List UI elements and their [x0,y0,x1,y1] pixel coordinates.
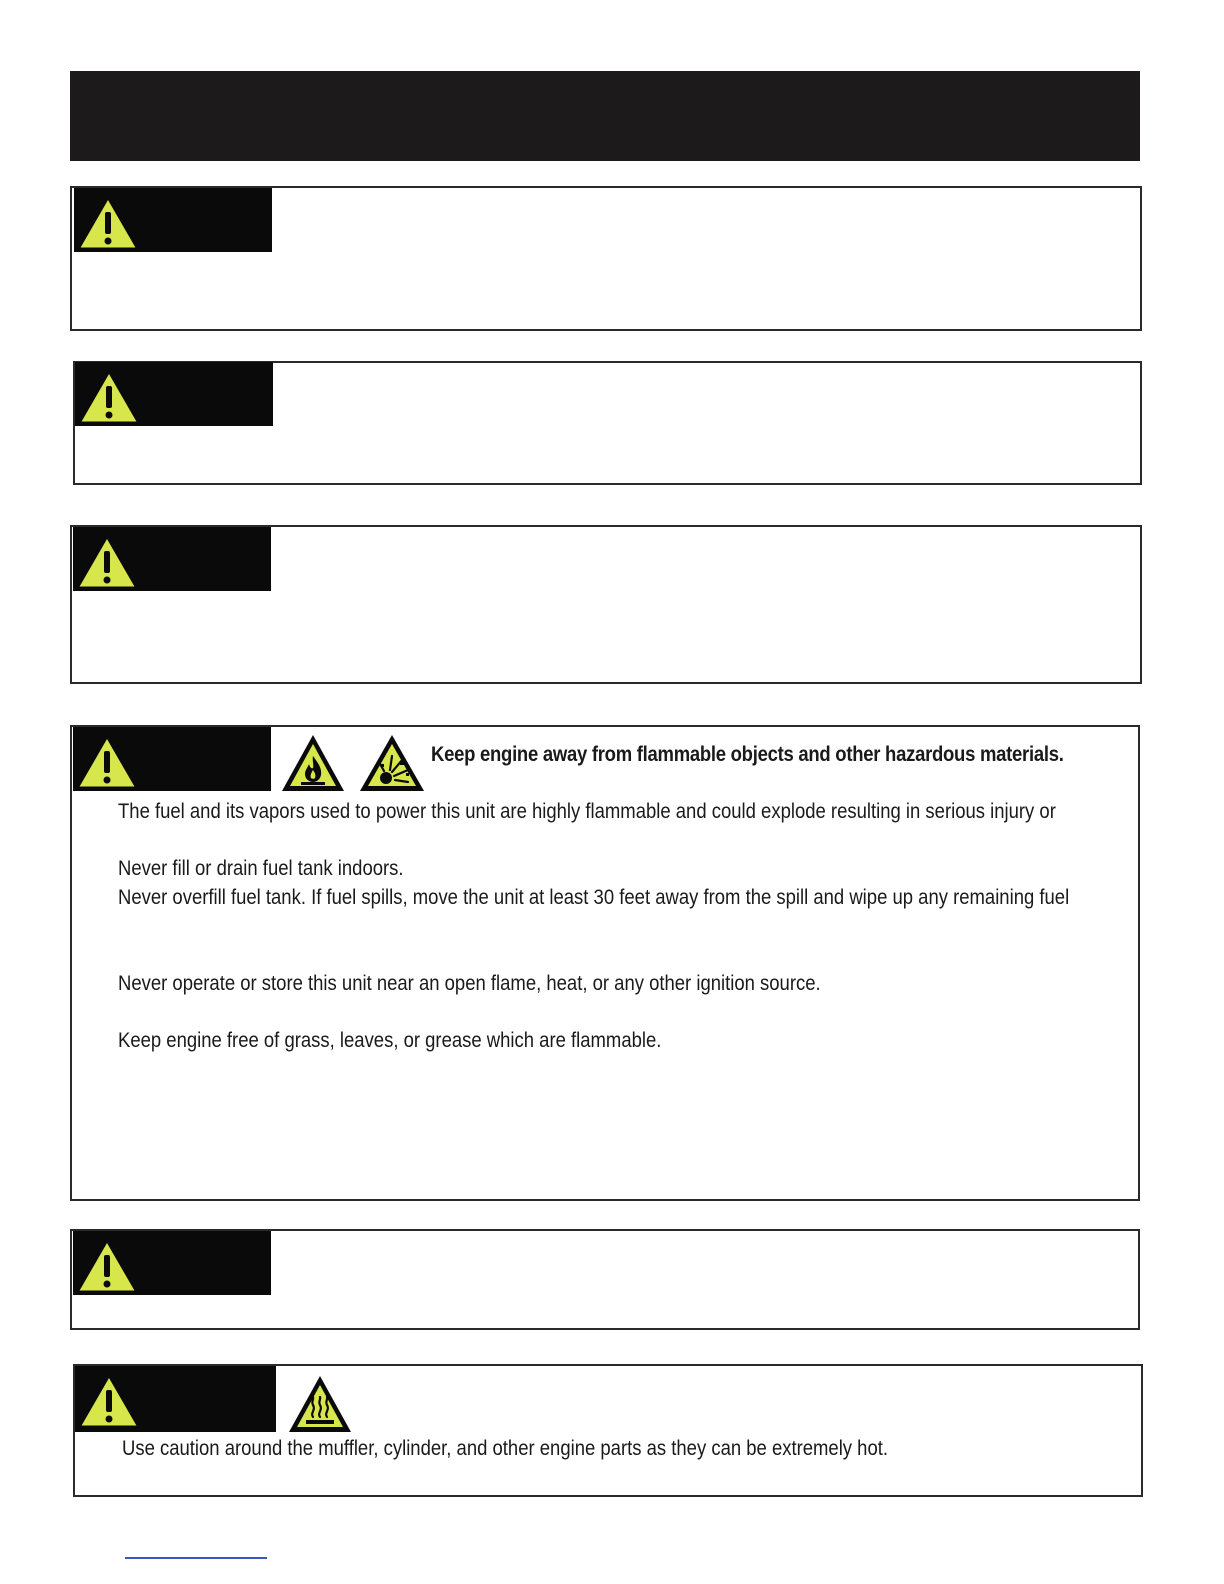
hot-surface-hazard-icon [286,1373,354,1435]
warning-tag [73,527,271,591]
footer-link-underline [125,1557,267,1559]
flammable-hazard-icon [279,732,347,794]
warning-tag [75,362,273,426]
warning-triangle-icon [76,1372,142,1430]
warning-triangle-icon [74,733,140,791]
hot-surface-warning-box [73,1364,1143,1497]
warning-box-3 [70,525,1142,684]
fire-warning-line: Never fill or drain fuel tank indoors. [118,857,404,880]
warning-triangle-icon [75,194,141,252]
warning-box-5 [70,1229,1140,1330]
warning-tag [73,1231,271,1295]
fire-warning-line: Keep engine free of grass, leaves, or grease which are flammable. [118,1029,662,1052]
fire-warning-line: The fuel and its vapors used to power this unit are highly flammable and could explode resulting in serious injury or [118,800,1056,823]
warning-tag [73,727,271,791]
warning-tag [74,188,272,252]
warning-box-2 [73,361,1142,485]
warning-triangle-icon [74,1237,140,1295]
warning-triangle-icon [76,368,142,426]
explosive-hazard-icon [357,732,427,794]
section-header-bar [70,71,1140,161]
fire-warning-line: Never overfill fuel tank. If fuel spills, move the unit at least 30 feet away from the spill and wipe up any remaining fuel [118,886,1070,909]
warning-box-1 [70,186,1142,331]
fire-warning-line: Never operate or store this unit near an open flame, heat, or any other ignition source. [118,972,821,995]
warning-triangle-icon [74,533,140,591]
warning-tag [75,1366,276,1432]
fire-warning-box [70,725,1140,1201]
fire-warning-heading: Keep engine away from flammable objects and other hazardous materials. [431,743,1064,766]
hot-surface-warning-line: Use caution around the muffler, cylinder, and other engine parts as they can be extremely hot. [122,1437,889,1460]
